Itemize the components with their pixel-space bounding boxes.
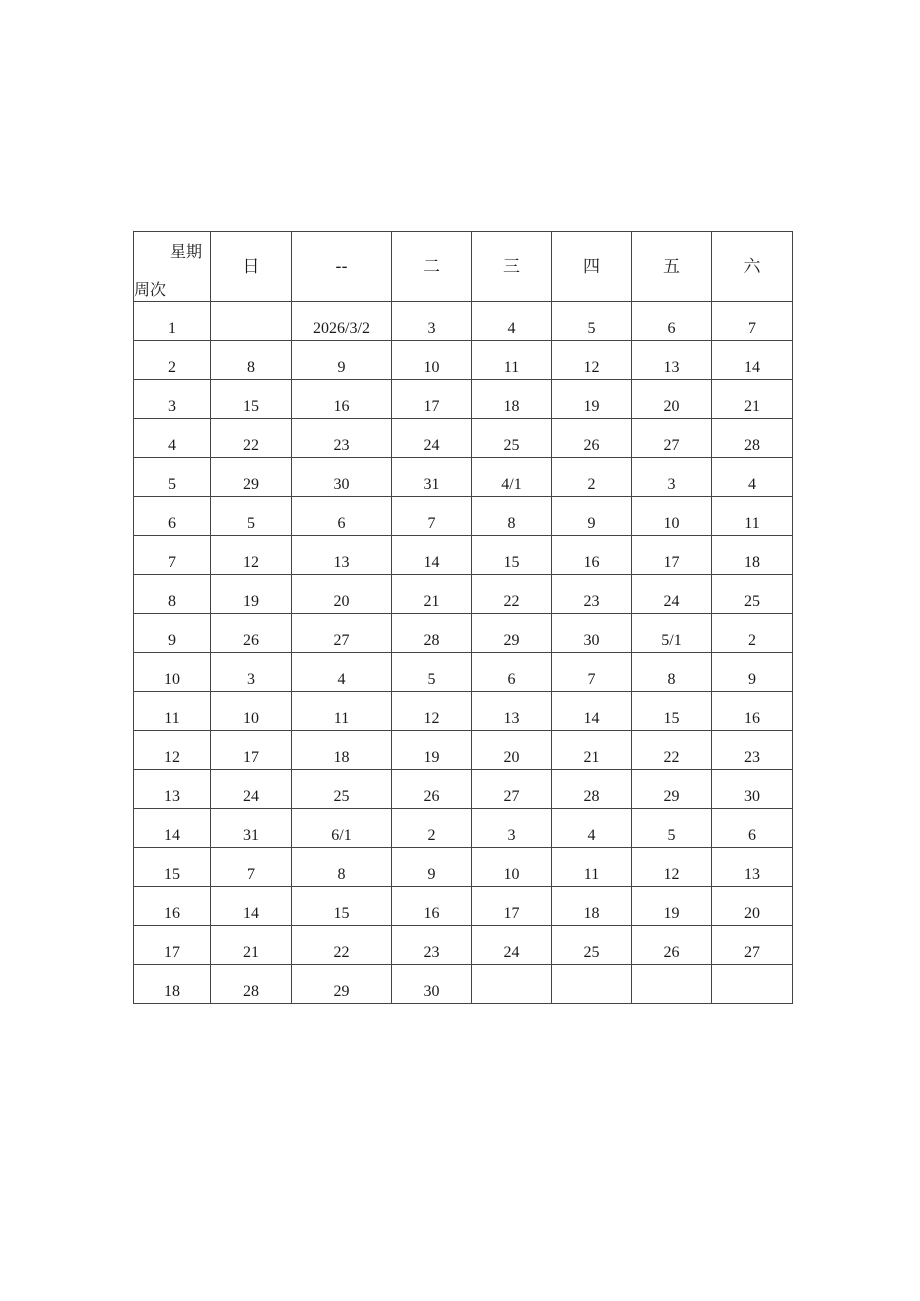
date-cell: 18	[292, 731, 392, 770]
date-cell: 7	[392, 497, 472, 536]
date-cell: 31	[211, 809, 292, 848]
week-row	[134, 302, 793, 341]
date-cell: 7	[712, 302, 793, 341]
date-cell: 18	[552, 887, 632, 926]
week-number-axis-label: 周次	[134, 280, 167, 299]
date-cell: 11	[292, 692, 392, 731]
week-row	[134, 458, 793, 497]
week-row	[134, 731, 793, 770]
week-row	[134, 848, 793, 887]
date-cell: 24	[632, 575, 712, 614]
date-cell: 28	[211, 965, 292, 1004]
week-row	[134, 419, 793, 458]
date-cell: 16	[552, 536, 632, 575]
date-cell: 10	[472, 848, 552, 887]
date-cell: 10	[632, 497, 712, 536]
date-cell: 23	[392, 926, 472, 965]
week-row	[134, 653, 793, 692]
date-cell: 29	[292, 965, 392, 1004]
date-cell: 30	[552, 614, 632, 653]
date-cell: 3	[211, 653, 292, 692]
date-cell: 12	[392, 692, 472, 731]
date-cell: 31	[392, 458, 472, 497]
date-cell: 2026/3/2	[292, 302, 392, 341]
day-header-monday: --	[292, 232, 392, 302]
day-header-wednesday: 三	[472, 232, 552, 302]
date-cell: 25	[712, 575, 793, 614]
calendar-header	[134, 232, 793, 302]
date-cell: 13	[292, 536, 392, 575]
corner-header-cell	[134, 232, 211, 302]
date-cell: 12	[552, 341, 632, 380]
date-cell: 5	[211, 497, 292, 536]
week-number-cell: 17	[134, 926, 211, 965]
date-cell: 25	[552, 926, 632, 965]
date-cell: 22	[292, 926, 392, 965]
date-cell: 29	[211, 458, 292, 497]
date-cell: 9	[292, 341, 392, 380]
date-cell: 5	[632, 809, 712, 848]
week-row	[134, 575, 793, 614]
date-cell: 25	[292, 770, 392, 809]
date-cell: 17	[392, 380, 472, 419]
date-cell: 23	[292, 419, 392, 458]
date-cell: 16	[292, 380, 392, 419]
date-cell: 5	[552, 302, 632, 341]
date-cell: 13	[472, 692, 552, 731]
date-cell: 21	[552, 731, 632, 770]
week-number-cell: 14	[134, 809, 211, 848]
date-cell: 27	[292, 614, 392, 653]
date-cell: 19	[632, 887, 712, 926]
date-cell: 8	[292, 848, 392, 887]
date-cell: 6	[292, 497, 392, 536]
date-cell: 7	[552, 653, 632, 692]
week-number-cell: 5	[134, 458, 211, 497]
date-cell: 19	[392, 731, 472, 770]
date-cell	[632, 965, 712, 1004]
date-cell: 20	[632, 380, 712, 419]
week-row	[134, 926, 793, 965]
week-number-cell: 16	[134, 887, 211, 926]
date-cell: 17	[211, 731, 292, 770]
date-cell: 6	[712, 809, 793, 848]
date-cell: 14	[552, 692, 632, 731]
date-cell: 28	[552, 770, 632, 809]
date-cell: 11	[552, 848, 632, 887]
date-cell: 23	[552, 575, 632, 614]
week-number-cell: 18	[134, 965, 211, 1004]
week-number-cell: 4	[134, 419, 211, 458]
week-row	[134, 341, 793, 380]
date-cell: 4	[552, 809, 632, 848]
semester-calendar-table	[133, 231, 793, 1004]
date-cell: 14	[712, 341, 793, 380]
date-cell: 13	[632, 341, 712, 380]
date-cell: 4/1	[472, 458, 552, 497]
date-cell: 21	[392, 575, 472, 614]
weekday-axis-label: 星期	[169, 242, 202, 261]
week-number-cell: 15	[134, 848, 211, 887]
date-cell: 24	[392, 419, 472, 458]
date-cell: 17	[632, 536, 712, 575]
date-cell: 28	[392, 614, 472, 653]
date-cell: 28	[712, 419, 793, 458]
date-cell: 7	[211, 848, 292, 887]
week-number-cell: 11	[134, 692, 211, 731]
date-cell: 14	[211, 887, 292, 926]
date-cell: 15	[211, 380, 292, 419]
date-cell: 30	[712, 770, 793, 809]
date-cell: 8	[472, 497, 552, 536]
date-cell: 29	[472, 614, 552, 653]
date-cell: 19	[211, 575, 292, 614]
date-cell	[211, 302, 292, 341]
date-cell: 8	[211, 341, 292, 380]
date-cell: 2	[712, 614, 793, 653]
week-number-cell: 8	[134, 575, 211, 614]
date-cell: 15	[632, 692, 712, 731]
week-row	[134, 497, 793, 536]
week-number-cell: 6	[134, 497, 211, 536]
week-row	[134, 380, 793, 419]
date-cell: 6/1	[292, 809, 392, 848]
date-cell: 23	[712, 731, 793, 770]
date-cell: 18	[712, 536, 793, 575]
week-number-cell: 2	[134, 341, 211, 380]
date-cell: 15	[472, 536, 552, 575]
date-cell: 2	[392, 809, 472, 848]
date-cell	[712, 965, 793, 1004]
week-number-cell: 7	[134, 536, 211, 575]
date-cell: 6	[632, 302, 712, 341]
date-cell: 16	[712, 692, 793, 731]
date-cell: 22	[632, 731, 712, 770]
calendar-body	[134, 302, 793, 1004]
date-cell: 3	[632, 458, 712, 497]
date-cell: 4	[712, 458, 793, 497]
date-cell: 9	[712, 653, 793, 692]
week-number-cell: 1	[134, 302, 211, 341]
date-cell: 21	[211, 926, 292, 965]
date-cell: 20	[472, 731, 552, 770]
date-cell: 24	[472, 926, 552, 965]
date-cell: 4	[472, 302, 552, 341]
date-cell: 27	[632, 419, 712, 458]
week-row	[134, 809, 793, 848]
week-row	[134, 770, 793, 809]
day-header-saturday: 六	[712, 232, 793, 302]
day-header-tuesday: 二	[392, 232, 472, 302]
date-cell: 12	[211, 536, 292, 575]
date-cell: 30	[392, 965, 472, 1004]
header-row	[134, 232, 793, 302]
date-cell: 22	[211, 419, 292, 458]
date-cell: 8	[632, 653, 712, 692]
date-cell: 16	[392, 887, 472, 926]
date-cell: 26	[552, 419, 632, 458]
date-cell: 19	[552, 380, 632, 419]
date-cell: 12	[632, 848, 712, 887]
date-cell: 11	[472, 341, 552, 380]
week-number-cell: 12	[134, 731, 211, 770]
date-cell: 25	[472, 419, 552, 458]
day-header-thursday: 四	[552, 232, 632, 302]
date-cell: 24	[211, 770, 292, 809]
date-cell: 14	[392, 536, 472, 575]
date-cell: 30	[292, 458, 392, 497]
date-cell: 21	[712, 380, 793, 419]
date-cell: 27	[712, 926, 793, 965]
date-cell: 20	[292, 575, 392, 614]
date-cell	[552, 965, 632, 1004]
date-cell: 6	[472, 653, 552, 692]
date-cell: 29	[632, 770, 712, 809]
date-cell: 15	[292, 887, 392, 926]
week-row	[134, 536, 793, 575]
date-cell: 5/1	[632, 614, 712, 653]
date-cell: 26	[632, 926, 712, 965]
week-number-cell: 13	[134, 770, 211, 809]
week-row	[134, 692, 793, 731]
week-row	[134, 965, 793, 1004]
date-cell: 22	[472, 575, 552, 614]
date-cell: 11	[712, 497, 793, 536]
date-cell: 10	[392, 341, 472, 380]
date-cell: 10	[211, 692, 292, 731]
date-cell: 2	[552, 458, 632, 497]
date-cell: 27	[472, 770, 552, 809]
date-cell: 20	[712, 887, 793, 926]
date-cell: 3	[472, 809, 552, 848]
week-number-cell: 3	[134, 380, 211, 419]
date-cell: 3	[392, 302, 472, 341]
date-cell: 26	[392, 770, 472, 809]
date-cell: 18	[472, 380, 552, 419]
date-cell: 9	[392, 848, 472, 887]
date-cell: 4	[292, 653, 392, 692]
date-cell: 9	[552, 497, 632, 536]
day-header-sunday: 日	[211, 232, 292, 302]
date-cell: 26	[211, 614, 292, 653]
week-row	[134, 887, 793, 926]
date-cell: 17	[472, 887, 552, 926]
date-cell	[472, 965, 552, 1004]
date-cell: 13	[712, 848, 793, 887]
week-row	[134, 614, 793, 653]
date-cell: 5	[392, 653, 472, 692]
day-header-friday: 五	[632, 232, 712, 302]
week-number-cell: 9	[134, 614, 211, 653]
week-number-cell: 10	[134, 653, 211, 692]
